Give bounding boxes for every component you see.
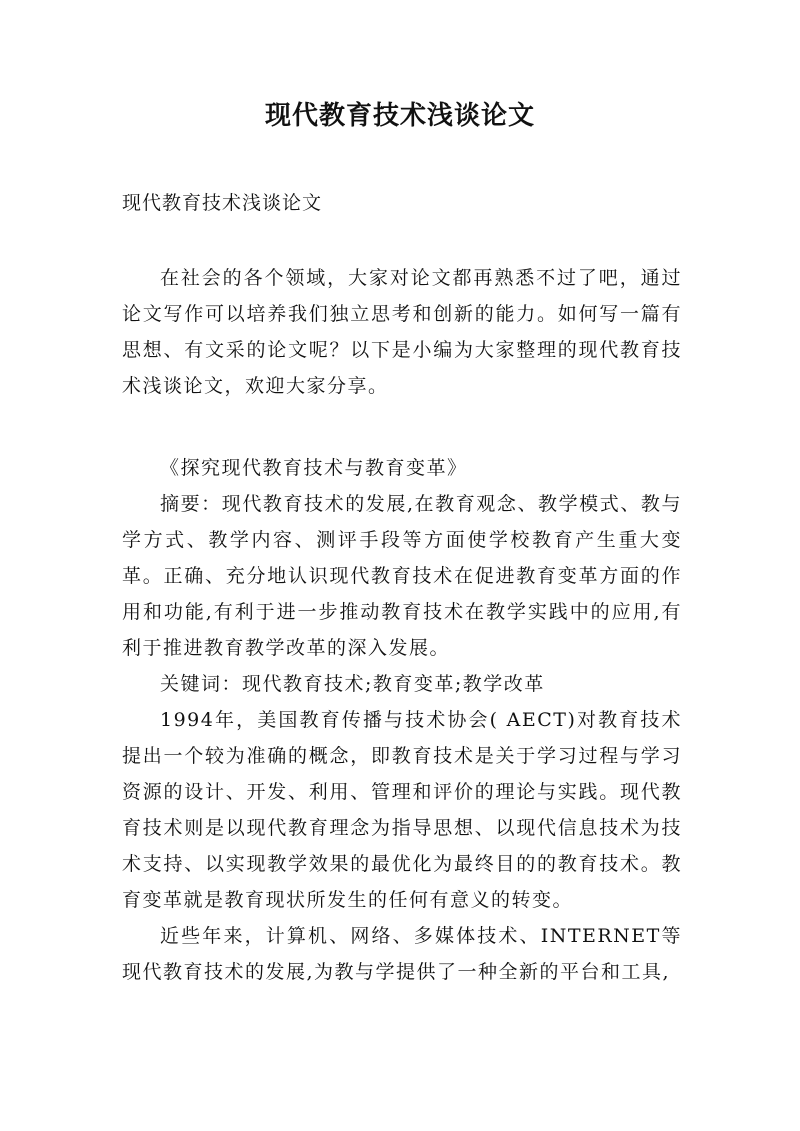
article-title: 《探究现代教育技术与教育变革》: [160, 457, 468, 479]
abstract-paragraph: 摘要：现代教育技术的发展,在教育观念、教学模式、教与学方式、教学内容、测评手段等方面使学校教育产生重大变革。正确、充分地认识现代教育技术在促进教育变革方面的作用和功能,有利于进一步推动教育技术在教学实践中的应用,有利于推进教育教学改革的深入发展。: [122, 493, 682, 659]
document-title: 现代教育技术浅谈论文: [264, 101, 535, 131]
intro-paragraph: 在社会的各个领域，大家对论文都再熟悉不过了吧，通过论文写作可以培养我们独立思考和创新的能力。如何写一篇有思想、有文采的论文呢？以下是小编为大家整理的现代教育技术浅谈论文，欢迎大家分享。: [122, 267, 682, 397]
keywords-line: 关键词：现代教育技术;教育变革;教学改革: [160, 673, 545, 695]
body-paragraph: 1994年，美国教育传播与技术协会( AECT)对教育技术提出一个较为准确的概念，即教育技术是关于学习过程与学习资源的设计、开发、利用、管理和评价的理论与实践。现代教育技术则是以现代教育理念为指导思想、以现代信息技术为技术支持、以实现教学效果的最优化为最终目的的教育技术。教育变革就是教育现状所发生的任何有意义的转变。: [122, 709, 682, 911]
document-subtitle: 现代教育技术浅谈论文: [122, 192, 323, 214]
body-paragraph: 近些年来，计算机、网络、多媒体技术、INTERNET等现代教育技术的发展,为教与学提供了一种全新的平台和工具,: [122, 925, 682, 983]
